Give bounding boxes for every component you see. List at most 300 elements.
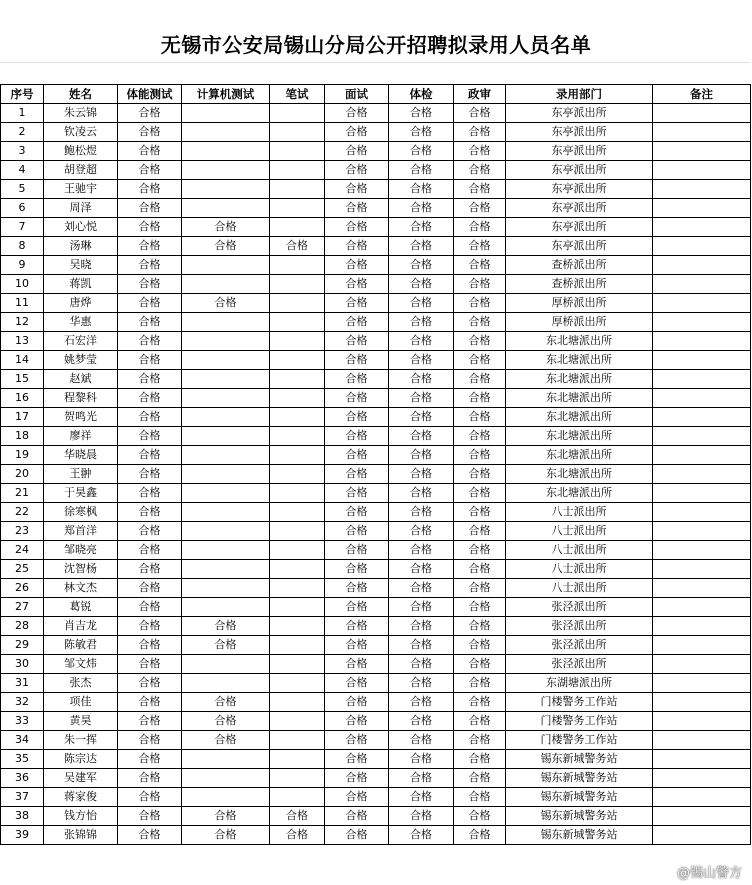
cell-department: 东亭派出所 <box>506 161 653 180</box>
table-row <box>1 674 751 693</box>
cell-political-review: 合格 <box>454 142 506 161</box>
cell-computer-test <box>182 389 270 408</box>
cell-seq: 15 <box>1 370 44 389</box>
cell-department: 东北塘派出所 <box>506 370 653 389</box>
cell-medical: 合格 <box>389 161 454 180</box>
cell-interview: 合格 <box>325 522 389 541</box>
cell-department: 查桥派出所 <box>506 275 653 294</box>
table-row <box>1 560 751 579</box>
cell-remarks <box>653 351 751 370</box>
cell-written-test <box>270 389 325 408</box>
cell-written-test <box>270 484 325 503</box>
cell-fitness-test: 合格 <box>118 351 182 370</box>
cell-name: 陈宗达 <box>44 750 118 769</box>
cell-political-review: 合格 <box>454 313 506 332</box>
cell-fitness-test: 合格 <box>118 408 182 427</box>
cell-name: 程黎科 <box>44 389 118 408</box>
cell-political-review: 合格 <box>454 351 506 370</box>
cell-name: 沈智杨 <box>44 560 118 579</box>
cell-name: 吴晓 <box>44 256 118 275</box>
cell-remarks <box>653 541 751 560</box>
cell-medical: 合格 <box>389 674 454 693</box>
cell-department: 东北塘派出所 <box>506 427 653 446</box>
cell-computer-test <box>182 484 270 503</box>
cell-name: 贺鸣光 <box>44 408 118 427</box>
cell-computer-test <box>182 541 270 560</box>
cell-seq: 4 <box>1 161 44 180</box>
cell-remarks <box>653 769 751 788</box>
cell-name: 朱一挥 <box>44 731 118 750</box>
cell-computer-test: 合格 <box>182 807 270 826</box>
table-row <box>1 351 751 370</box>
cell-remarks <box>653 826 751 845</box>
cell-seq: 8 <box>1 237 44 256</box>
page-title: 无锡市公安局锡山分局公开招聘拟录用人员名单 <box>160 32 592 57</box>
cell-medical: 合格 <box>389 750 454 769</box>
cell-remarks <box>653 807 751 826</box>
cell-department: 张泾派出所 <box>506 655 653 674</box>
cell-political-review: 合格 <box>454 427 506 446</box>
cell-name: 王翀 <box>44 465 118 484</box>
cell-department: 八士派出所 <box>506 522 653 541</box>
cell-department: 张泾派出所 <box>506 617 653 636</box>
cell-medical: 合格 <box>389 389 454 408</box>
cell-name: 张锦锦 <box>44 826 118 845</box>
cell-remarks <box>653 294 751 313</box>
cell-seq: 33 <box>1 712 44 731</box>
cell-medical: 合格 <box>389 807 454 826</box>
cell-remarks <box>653 161 751 180</box>
cell-remarks <box>653 655 751 674</box>
cell-computer-test: 合格 <box>182 294 270 313</box>
cell-medical: 合格 <box>389 560 454 579</box>
cell-interview: 合格 <box>325 294 389 313</box>
cell-remarks <box>653 313 751 332</box>
cell-fitness-test: 合格 <box>118 541 182 560</box>
cell-department: 东亭派出所 <box>506 104 653 123</box>
cell-seq: 20 <box>1 465 44 484</box>
cell-interview: 合格 <box>325 389 389 408</box>
cell-remarks <box>653 503 751 522</box>
table-row <box>1 636 751 655</box>
cell-fitness-test: 合格 <box>118 370 182 389</box>
table-row <box>1 199 751 218</box>
cell-fitness-test: 合格 <box>118 788 182 807</box>
cell-fitness-test: 合格 <box>118 199 182 218</box>
table-row <box>1 522 751 541</box>
cell-computer-test <box>182 104 270 123</box>
header-fitness-test: 体能测试 <box>118 85 182 104</box>
table-row <box>1 788 751 807</box>
cell-medical: 合格 <box>389 370 454 389</box>
cell-medical: 合格 <box>389 427 454 446</box>
cell-seq: 23 <box>1 522 44 541</box>
cell-written-test <box>270 123 325 142</box>
cell-computer-test <box>182 579 270 598</box>
cell-remarks <box>653 617 751 636</box>
cell-computer-test <box>182 161 270 180</box>
cell-department: 东亭派出所 <box>506 237 653 256</box>
cell-seq: 39 <box>1 826 44 845</box>
cell-fitness-test: 合格 <box>118 294 182 313</box>
header-remarks: 备注 <box>653 85 751 104</box>
cell-written-test: 合格 <box>270 807 325 826</box>
table-body <box>1 104 751 845</box>
cell-seq: 18 <box>1 427 44 446</box>
cell-department: 门楼警务工作站 <box>506 693 653 712</box>
cell-political-review: 合格 <box>454 370 506 389</box>
header-seq: 序号 <box>1 85 44 104</box>
cell-computer-test <box>182 674 270 693</box>
header-department: 录用部门 <box>506 85 653 104</box>
cell-fitness-test: 合格 <box>118 237 182 256</box>
cell-written-test <box>270 693 325 712</box>
cell-fitness-test: 合格 <box>118 256 182 275</box>
cell-political-review: 合格 <box>454 161 506 180</box>
cell-fitness-test: 合格 <box>118 218 182 237</box>
cell-written-test <box>270 408 325 427</box>
cell-political-review: 合格 <box>454 579 506 598</box>
cell-remarks <box>653 636 751 655</box>
cell-department: 锡东新城警务站 <box>506 769 653 788</box>
cell-seq: 36 <box>1 769 44 788</box>
header-written-test: 笔试 <box>270 85 325 104</box>
cell-remarks <box>653 123 751 142</box>
table-row <box>1 579 751 598</box>
cell-name: 华晓晨 <box>44 446 118 465</box>
cell-interview: 合格 <box>325 408 389 427</box>
cell-name: 蒋凯 <box>44 275 118 294</box>
header-medical: 体检 <box>389 85 454 104</box>
cell-computer-test <box>182 351 270 370</box>
cell-written-test <box>270 256 325 275</box>
cell-department: 东亭派出所 <box>506 123 653 142</box>
cell-department: 厚桥派出所 <box>506 294 653 313</box>
cell-written-test <box>270 560 325 579</box>
cell-department: 八士派出所 <box>506 541 653 560</box>
cell-computer-test: 合格 <box>182 731 270 750</box>
cell-remarks <box>653 332 751 351</box>
cell-department: 东北塘派出所 <box>506 484 653 503</box>
cell-political-review: 合格 <box>454 503 506 522</box>
cell-medical: 合格 <box>389 503 454 522</box>
cell-name: 胡登超 <box>44 161 118 180</box>
cell-department: 门楼警务工作站 <box>506 731 653 750</box>
cell-seq: 13 <box>1 332 44 351</box>
cell-remarks <box>653 218 751 237</box>
cell-political-review: 合格 <box>454 693 506 712</box>
cell-computer-test <box>182 180 270 199</box>
cell-medical: 合格 <box>389 636 454 655</box>
table-row <box>1 427 751 446</box>
cell-department: 八士派出所 <box>506 579 653 598</box>
cell-written-test <box>270 104 325 123</box>
cell-written-test <box>270 427 325 446</box>
cell-political-review: 合格 <box>454 446 506 465</box>
table-row <box>1 408 751 427</box>
cell-remarks <box>653 598 751 617</box>
cell-political-review: 合格 <box>454 465 506 484</box>
cell-computer-test <box>182 788 270 807</box>
cell-medical: 合格 <box>389 237 454 256</box>
cell-remarks <box>653 693 751 712</box>
cell-interview: 合格 <box>325 370 389 389</box>
cell-seq: 2 <box>1 123 44 142</box>
cell-political-review: 合格 <box>454 807 506 826</box>
cell-remarks <box>653 104 751 123</box>
cell-political-review: 合格 <box>454 218 506 237</box>
cell-medical: 合格 <box>389 332 454 351</box>
cell-computer-test <box>182 427 270 446</box>
cell-name: 蒋家俊 <box>44 788 118 807</box>
cell-interview: 合格 <box>325 446 389 465</box>
cell-written-test <box>270 636 325 655</box>
cell-interview: 合格 <box>325 712 389 731</box>
cell-medical: 合格 <box>389 256 454 275</box>
cell-written-test <box>270 674 325 693</box>
cell-name: 石宏洋 <box>44 332 118 351</box>
cell-interview: 合格 <box>325 123 389 142</box>
cell-fitness-test: 合格 <box>118 161 182 180</box>
cell-written-test <box>270 731 325 750</box>
cell-computer-test <box>182 275 270 294</box>
cell-political-review: 合格 <box>454 275 506 294</box>
cell-fitness-test: 合格 <box>118 484 182 503</box>
cell-department: 八士派出所 <box>506 560 653 579</box>
table-row <box>1 465 751 484</box>
cell-fitness-test: 合格 <box>118 465 182 484</box>
table-row <box>1 389 751 408</box>
cell-seq: 11 <box>1 294 44 313</box>
cell-fitness-test: 合格 <box>118 712 182 731</box>
table-row <box>1 142 751 161</box>
cell-political-review: 合格 <box>454 541 506 560</box>
cell-remarks <box>653 275 751 294</box>
cell-written-test <box>270 313 325 332</box>
cell-name: 廖祥 <box>44 427 118 446</box>
cell-political-review: 合格 <box>454 237 506 256</box>
cell-medical: 合格 <box>389 826 454 845</box>
cell-interview: 合格 <box>325 237 389 256</box>
cell-medical: 合格 <box>389 522 454 541</box>
cell-fitness-test: 合格 <box>118 446 182 465</box>
cell-computer-test <box>182 199 270 218</box>
cell-political-review: 合格 <box>454 674 506 693</box>
table-row <box>1 123 751 142</box>
table-row <box>1 446 751 465</box>
cell-seq: 32 <box>1 693 44 712</box>
cell-name: 邹文炜 <box>44 655 118 674</box>
cell-interview: 合格 <box>325 503 389 522</box>
cell-political-review: 合格 <box>454 731 506 750</box>
table-row <box>1 731 751 750</box>
cell-political-review: 合格 <box>454 712 506 731</box>
cell-computer-test <box>182 598 270 617</box>
cell-department: 东亭派出所 <box>506 199 653 218</box>
cell-name: 刘心悦 <box>44 218 118 237</box>
cell-medical: 合格 <box>389 446 454 465</box>
table-row <box>1 750 751 769</box>
cell-fitness-test: 合格 <box>118 142 182 161</box>
cell-medical: 合格 <box>389 294 454 313</box>
cell-remarks <box>653 731 751 750</box>
cell-seq: 17 <box>1 408 44 427</box>
cell-interview: 合格 <box>325 750 389 769</box>
cell-written-test <box>270 750 325 769</box>
cell-interview: 合格 <box>325 199 389 218</box>
cell-name: 邹晓亮 <box>44 541 118 560</box>
cell-interview: 合格 <box>325 256 389 275</box>
cell-seq: 3 <box>1 142 44 161</box>
cell-seq: 30 <box>1 655 44 674</box>
cell-written-test: 合格 <box>270 826 325 845</box>
cell-name: 陈敏君 <box>44 636 118 655</box>
cell-written-test <box>270 332 325 351</box>
table-row <box>1 180 751 199</box>
table-row <box>1 313 751 332</box>
cell-medical: 合格 <box>389 104 454 123</box>
cell-remarks <box>653 142 751 161</box>
cell-computer-test <box>182 522 270 541</box>
cell-remarks <box>653 465 751 484</box>
cell-seq: 38 <box>1 807 44 826</box>
cell-fitness-test: 合格 <box>118 503 182 522</box>
cell-medical: 合格 <box>389 541 454 560</box>
cell-interview: 合格 <box>325 579 389 598</box>
cell-seq: 16 <box>1 389 44 408</box>
header-name: 姓名 <box>44 85 118 104</box>
cell-seq: 14 <box>1 351 44 370</box>
cell-department: 门楼警务工作站 <box>506 712 653 731</box>
cell-medical: 合格 <box>389 199 454 218</box>
cell-seq: 9 <box>1 256 44 275</box>
cell-written-test <box>270 180 325 199</box>
cell-remarks <box>653 256 751 275</box>
cell-seq: 24 <box>1 541 44 560</box>
cell-seq: 22 <box>1 503 44 522</box>
cell-computer-test: 合格 <box>182 693 270 712</box>
cell-medical: 合格 <box>389 408 454 427</box>
cell-remarks <box>653 522 751 541</box>
cell-seq: 35 <box>1 750 44 769</box>
cell-political-review: 合格 <box>454 199 506 218</box>
cell-name: 华惠 <box>44 313 118 332</box>
cell-department: 锡东新城警务站 <box>506 826 653 845</box>
cell-fitness-test: 合格 <box>118 617 182 636</box>
cell-department: 张泾派出所 <box>506 636 653 655</box>
cell-fitness-test: 合格 <box>118 427 182 446</box>
cell-fitness-test: 合格 <box>118 579 182 598</box>
cell-computer-test <box>182 769 270 788</box>
cell-political-review: 合格 <box>454 750 506 769</box>
cell-interview: 合格 <box>325 427 389 446</box>
cell-department: 东北塘派出所 <box>506 408 653 427</box>
cell-fitness-test: 合格 <box>118 636 182 655</box>
cell-political-review: 合格 <box>454 484 506 503</box>
cell-written-test <box>270 275 325 294</box>
cell-interview: 合格 <box>325 218 389 237</box>
cell-seq: 7 <box>1 218 44 237</box>
cell-interview: 合格 <box>325 104 389 123</box>
cell-written-test <box>270 161 325 180</box>
cell-political-review: 合格 <box>454 826 506 845</box>
table-row <box>1 332 751 351</box>
cell-remarks <box>653 427 751 446</box>
cell-computer-test <box>182 313 270 332</box>
cell-written-test <box>270 655 325 674</box>
cell-written-test <box>270 617 325 636</box>
cell-fitness-test: 合格 <box>118 750 182 769</box>
cell-written-test <box>270 370 325 389</box>
cell-political-review: 合格 <box>454 769 506 788</box>
cell-written-test <box>270 142 325 161</box>
cell-remarks <box>653 199 751 218</box>
cell-name: 吴建军 <box>44 769 118 788</box>
cell-department: 张泾派出所 <box>506 598 653 617</box>
hiring-table <box>0 84 751 845</box>
cell-computer-test <box>182 370 270 389</box>
cell-remarks <box>653 788 751 807</box>
table-row <box>1 484 751 503</box>
cell-interview: 合格 <box>325 693 389 712</box>
cell-written-test <box>270 769 325 788</box>
cell-name: 徐寒枫 <box>44 503 118 522</box>
cell-fitness-test: 合格 <box>118 655 182 674</box>
cell-fitness-test: 合格 <box>118 313 182 332</box>
cell-department: 锡东新城警务站 <box>506 788 653 807</box>
cell-medical: 合格 <box>389 351 454 370</box>
cell-medical: 合格 <box>389 484 454 503</box>
cell-computer-test <box>182 655 270 674</box>
cell-computer-test <box>182 750 270 769</box>
cell-computer-test: 合格 <box>182 826 270 845</box>
cell-remarks <box>653 560 751 579</box>
cell-department: 东湖塘派出所 <box>506 674 653 693</box>
cell-fitness-test: 合格 <box>118 275 182 294</box>
cell-computer-test <box>182 408 270 427</box>
cell-computer-test: 合格 <box>182 636 270 655</box>
cell-political-review: 合格 <box>454 332 506 351</box>
table-row <box>1 161 751 180</box>
cell-medical: 合格 <box>389 693 454 712</box>
cell-interview: 合格 <box>325 142 389 161</box>
cell-political-review: 合格 <box>454 655 506 674</box>
table-row <box>1 218 751 237</box>
cell-medical: 合格 <box>389 788 454 807</box>
cell-remarks <box>653 674 751 693</box>
cell-interview: 合格 <box>325 541 389 560</box>
cell-interview: 合格 <box>325 180 389 199</box>
cell-seq: 21 <box>1 484 44 503</box>
cell-name: 林文杰 <box>44 579 118 598</box>
cell-computer-test <box>182 256 270 275</box>
header-computer-test: 计算机测试 <box>182 85 270 104</box>
weibo-watermark: @锡山警方 <box>676 866 742 881</box>
cell-name: 汤琳 <box>44 237 118 256</box>
cell-political-review: 合格 <box>454 788 506 807</box>
cell-department: 厚桥派出所 <box>506 313 653 332</box>
cell-seq: 26 <box>1 579 44 598</box>
table-row <box>1 104 751 123</box>
table-row <box>1 655 751 674</box>
cell-name: 朱云锦 <box>44 104 118 123</box>
cell-seq: 12 <box>1 313 44 332</box>
cell-written-test <box>270 598 325 617</box>
cell-computer-test: 合格 <box>182 218 270 237</box>
cell-fitness-test: 合格 <box>118 731 182 750</box>
cell-department: 东北塘派出所 <box>506 465 653 484</box>
cell-department: 八士派出所 <box>506 503 653 522</box>
